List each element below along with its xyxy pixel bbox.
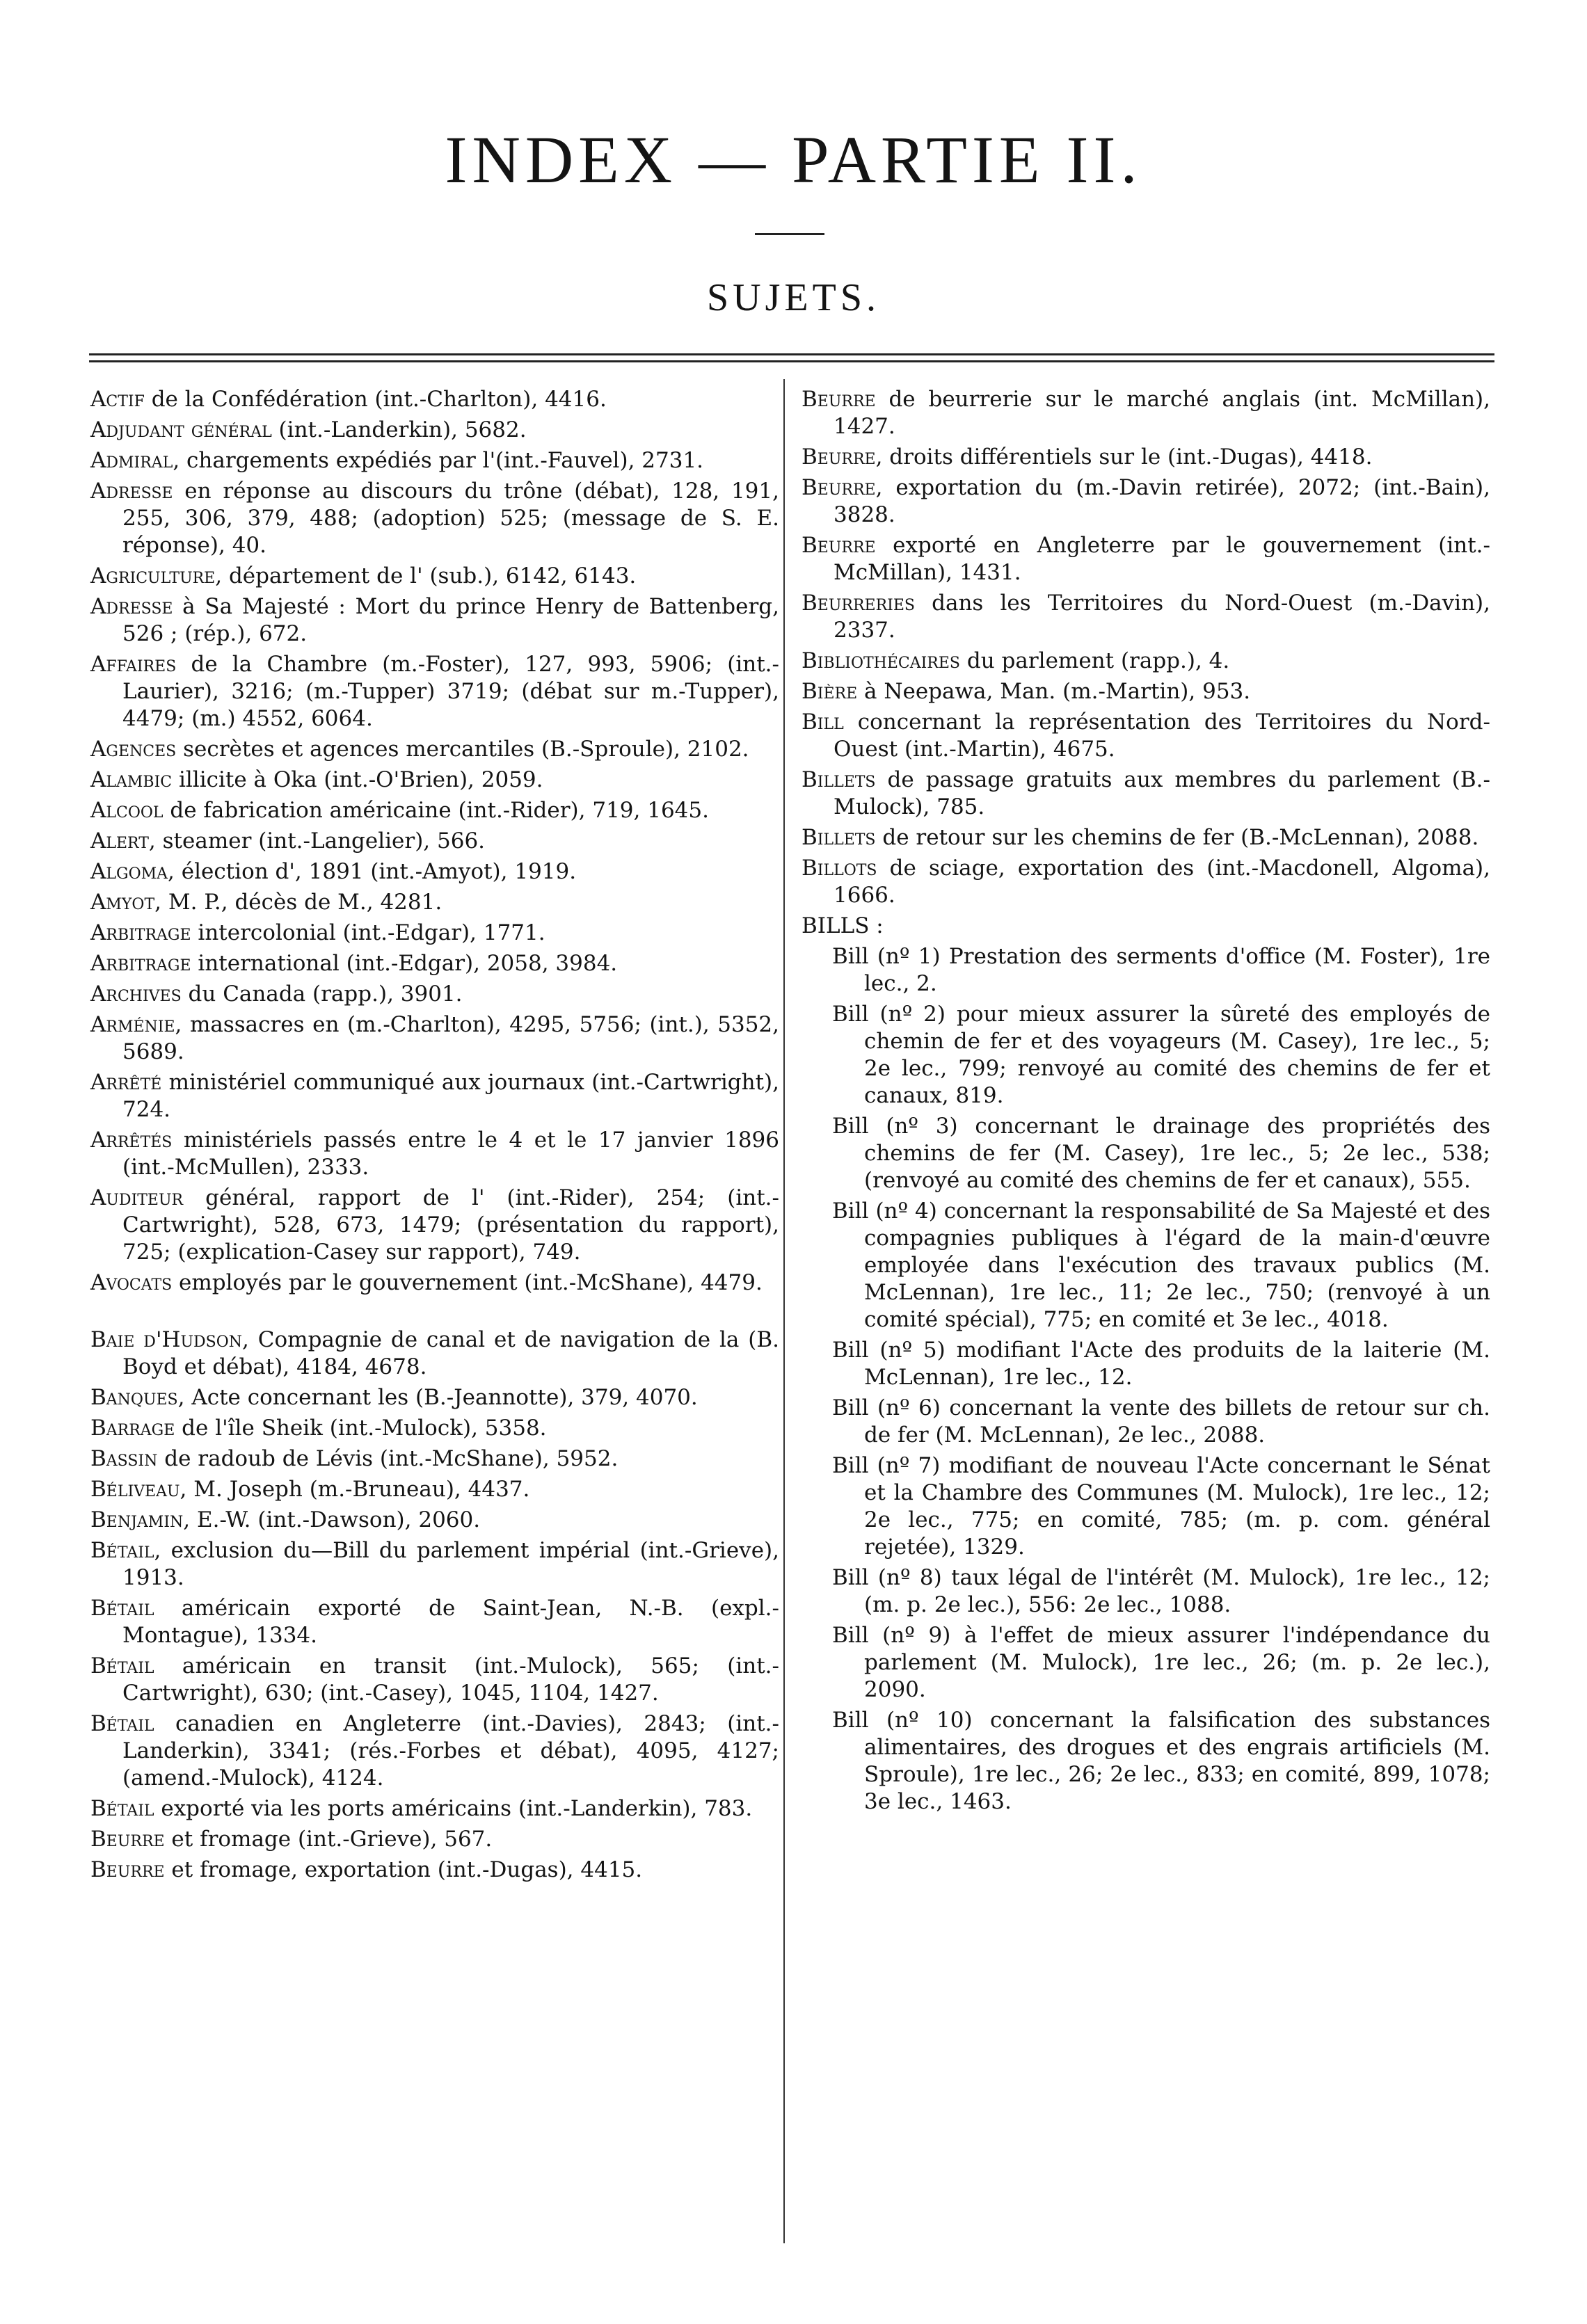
index-entry [90,1384,779,1411]
entry-keyword: Banques [90,1385,178,1410]
entry-keyword: Agriculture [90,563,216,588]
entry-text: Bill (nº 8) taux légal de l'intérêt (M. Mulock), 1re lec., 12; (m. p. 2e lec.), 556: 2e lec., 1088. [832,1565,1490,1617]
entry-keyword: Bétail [90,1653,154,1678]
entry-keyword: Bassin [90,1446,158,1471]
entry-text: de retour sur les chemins de fer (B.-McLennan), 2088. [875,825,1479,850]
index-entry [802,590,1490,644]
entry-text: Bill (nº 10) concernant la falsification des substances alimentaires, des drogues et des engrais artificiels (M. Sproule), 1re lec., 26; 2e lec., 833; en comité, 899, 1078; 3e lec., 1463. [832,1708,1490,1814]
index-entry [90,447,779,474]
entry-keyword: Adjudant général [90,417,272,442]
title-rule [755,233,824,235]
entry-text: , département de l' (sub.), 6142, 6143. [215,563,637,588]
entry-keyword: Alert [90,828,149,854]
index-sub-entry [802,1337,1490,1391]
entry-text: , Acte concernant les (B.-Jeannotte), 379, 4070. [177,1385,698,1410]
entry-text: , M. P., décès de M., 4281. [154,890,442,915]
entry-text: concernant la représentation des Territoires du Nord-Ouest (int.-Martin), 4675. [834,710,1490,762]
entry-keyword: Beurre [802,387,876,412]
entry-keyword: Adresse [90,479,173,504]
entry-text: du Canada (rapp.), 3901. [181,981,463,1007]
entry-keyword: Bétail [90,1538,154,1563]
entry-keyword: Affaires [90,652,177,677]
index-entry [90,563,779,590]
entry-text: exporté via les ports américains (int.-Landerkin), 783. [154,1796,753,1821]
index-entry [90,797,779,824]
index-sub-entry [802,1622,1490,1704]
entry-keyword: Algoma [90,859,168,884]
entry-text: , M. Joseph (m.-Bruneau), 4437. [180,1477,530,1502]
index-column-left [90,386,779,1887]
entry-keyword: Arbitrage [90,920,191,945]
entry-text: , E.-W. (int.-Dawson), 2060. [183,1507,481,1532]
entry-keyword: Barrage [90,1416,175,1441]
index-entry [90,1710,779,1792]
index-sub-entry [802,1198,1490,1333]
entry-text: à Sa Majesté : Mort du prince Henry de Battenberg, 526 ; (rép.), 672. [122,594,779,646]
index-entry [90,981,779,1008]
entry-text: (int.-Landerkin), 5682. [271,417,527,442]
index-sub-entry [802,1001,1490,1109]
index-entry [802,474,1490,529]
index-entry [90,1857,779,1884]
index-entry [90,1507,779,1534]
index-entry [90,736,779,763]
entry-text: dans les Territoires du Nord-Ouest (m.-Davin), 2337. [834,591,1490,643]
index-entry [802,532,1490,586]
entry-keyword: Agences [90,737,177,762]
entry-keyword: Bétail [90,1596,154,1621]
entry-text: intercolonial (int.-Edgar), 1771. [191,920,545,945]
index-entry [90,1653,779,1707]
entry-keyword: Alcool [90,798,164,823]
entry-text: Bill (nº 2) pour mieux assurer la sûreté des employés de chemin de fer et des voyageurs (M. Casey), 1re lec., 5; 2e lec., 799; renvoyé au comité des chemins de fer et canaux, 819. [832,1002,1490,1108]
index-column-right [802,386,1490,1819]
index-entry [90,920,779,947]
entry-keyword: Actif [90,387,145,412]
index-entry [90,651,779,732]
entry-text: exporté en Angleterre par le gouvernement (int.-McMillan), 1431. [834,533,1490,585]
entry-keyword: Amyot [90,890,155,915]
entry-keyword: Beurre [802,475,876,500]
index-entry [90,417,779,444]
index-entry [802,648,1490,675]
index-entry [90,1826,779,1853]
double-rule-top [89,353,1494,355]
page-title: INDEX — PARTIE II. [445,122,1142,197]
entry-text: , élection d', 1891 (int.-Amyot), 1919. [168,859,577,884]
entry-text: de fabrication américaine (int.-Rider), 719, 1645. [163,798,709,823]
entry-text: illicite à Oka (int.-O'Brien), 2059. [172,767,543,792]
entry-keyword: Bière [802,679,858,704]
index-sub-entry [802,943,1490,997]
entry-keyword: Arménie [90,1012,175,1037]
entry-keyword: Beurre [90,1827,165,1852]
entry-text: Bill (nº 1) Prestation des serments d'office (M. Foster), 1re lec., 2. [832,944,1490,996]
entry-text: en réponse au discours du trône (débat), 128, 191, 255, 306, 379, 488; (adoption) 525; (message de S. E. réponse), 40. [122,479,779,558]
index-entry [802,678,1490,705]
index-entry [802,767,1490,821]
entry-text: Bill (nº 6) concernant la vente des billets de retour sur ch. de fer (M. McLennan), 2e lec., 2088. [832,1395,1490,1448]
entry-text: employés par le gouvernement (int.-McShane), 4479. [172,1270,763,1295]
index-entry [90,1127,779,1181]
entry-text: du parlement (rapp.), 4. [960,648,1230,673]
entry-text: BILLS : [802,913,884,938]
index-sub-entry [802,1395,1490,1449]
entry-text: de sciage, exportation des (int.-Macdonell, Algoma), 1666. [834,856,1490,908]
index-sub-entry [802,1564,1490,1619]
entry-text: et fromage, exportation (int.-Dugas), 4415. [164,1857,643,1882]
entry-text: , droits différentiels sur le (int.-Dugas), 4418. [875,444,1373,470]
index-entry [90,1595,779,1649]
index-sub-entry [802,1452,1490,1561]
entry-keyword: Billets [802,825,876,850]
entry-keyword: Baie d'Hudson [90,1327,243,1352]
section-heading: SUJETS. [707,276,880,319]
entry-text: , exportation du (m.-Davin retirée), 2072; (int.-Bain), 3828. [834,475,1490,527]
index-entry [802,444,1490,471]
entry-text: à Neepawa, Man. (m.-Martin), 953. [857,679,1251,704]
entry-keyword: Arrêté [90,1070,162,1095]
entry-text: Bill (nº 5) modifiant l'Acte des produits de la laiterie (M. McLennan), 1re lec., 12. [832,1338,1490,1390]
entry-text: , Compagnie de canal et de navigation de la (B. Boyd et débat), 4184, 4678. [122,1327,779,1379]
entry-text: général, rapport de l' (int.-Rider), 254; (int.-Cartwright), 528, 673, 1479; (présentation du rapport), 725; (explication-Casey sur rapport), 749. [122,1185,779,1265]
entry-text: américain exporté de Saint-Jean, N.-B. (expl.-Montague), 1334. [122,1596,779,1648]
index-entry [90,1795,779,1822]
entry-text: , exclusion du—Bill du parlement impérial (int.-Grieve), 1913. [122,1538,779,1590]
entry-text: américain en transit (int.-Mulock), 565; (int.-Cartwright), 630; (int.-Casey), 1045, 1104, 1427. [122,1653,779,1706]
index-sub-entry [802,1707,1490,1816]
index-entry [90,858,779,885]
entry-keyword: Beurre [802,444,876,470]
index-subheading [802,913,1490,940]
index-entry [802,709,1490,763]
index-entry [802,824,1490,851]
entry-keyword: Bibliothécaires [802,648,960,673]
entry-keyword: Archives [90,981,182,1007]
entry-text: Bill (nº 9) à l'effet de mieux assurer l'indépendance du parlement (M. Mulock), 1re lec., 26; (m. p. 2e lec.), 2090. [832,1623,1490,1702]
section-gap [90,1300,779,1327]
entry-text: de la Chambre (m.-Foster), 127, 993, 5906; (int.-Laurier), 3216; (m.-Tupper) 3719; (débat sur m.-Tupper), 4479; (m.) 4552, 6064. [122,652,779,731]
entry-keyword: Admiral [90,448,173,473]
entry-keyword: Bétail [90,1796,154,1821]
index-entry [90,593,779,648]
double-rule-bottom [89,360,1494,362]
entry-keyword: Arrêtés [90,1128,173,1153]
entry-keyword: Billets [802,767,876,792]
entry-text: de beurrerie sur le marché anglais (int. McMillan), 1427. [834,387,1490,439]
entry-text: , massacres en (m.-Charlton), 4295, 5756; (int.), 5352, 5689. [122,1012,779,1064]
entry-text: ministériel communiqué aux journaux (int.-Cartwright), 724. [122,1070,779,1122]
index-entry [90,1069,779,1123]
index-entry [90,950,779,977]
index-entry [90,1476,779,1503]
entry-text: , chargements expédiés par l'(int.-Fauvel), 2731. [173,448,704,473]
entry-keyword: Béliveau [90,1477,180,1502]
entry-keyword: Alambic [90,767,173,792]
column-divider [783,379,785,2243]
index-entry [90,1415,779,1442]
index-entry [90,1537,779,1592]
index-entry [90,386,779,413]
entry-keyword: Billots [802,856,877,881]
index-entry [802,386,1490,440]
entry-text: et fromage (int.-Grieve), 567. [164,1827,493,1852]
index-entry [90,828,779,855]
entry-text: Bill (nº 3) concernant le drainage des propriétés des chemins de fer (M. Casey), 1re lec., 5; 2e lec., 538; (renvoyé au comité des chemins de fer et canaux), 555. [832,1114,1490,1193]
index-entry [90,767,779,794]
entry-text: , steamer (int.-Langelier), 566. [148,828,486,854]
index-entry [90,889,779,916]
entry-text: secrètes et agences mercantiles (B.-Sproule), 2102. [176,737,749,762]
index-entry [802,855,1490,909]
entry-keyword: Beurre [90,1857,165,1882]
entry-text: de la Confédération (int.-Charlton), 4416. [144,387,607,412]
entry-keyword: Avocats [90,1270,173,1295]
entry-keyword: Adresse [90,594,173,619]
index-sub-entry [802,1113,1490,1194]
entry-keyword: Beurreries [802,591,915,616]
index-entry [90,1269,779,1297]
index-entry [90,1185,779,1266]
entry-text: ministériels passés entre le 4 et le 17 janvier 1896 (int.-McMullen), 2333. [122,1128,779,1180]
index-entry [90,478,779,559]
entry-text: international (int.-Edgar), 2058, 3984. [191,951,618,976]
entry-text: Bill (nº 7) modifiant de nouveau l'Acte concernant le Sénat et la Chambre des Communes (M. Mulock), 1re lec., 12; 2e lec., 775; en comité, 785; (m. p. com. général rejetée), 1329. [832,1453,1490,1560]
index-entry [90,1445,779,1473]
entry-keyword: Beurre [802,533,876,558]
index-entry [90,1011,779,1066]
entry-keyword: Bétail [90,1711,154,1736]
entry-text: de passage gratuits aux membres du parlement (B.-Mulock), 785. [834,767,1490,819]
entry-keyword: Auditeur [90,1185,184,1210]
index-entry [90,1327,779,1381]
entry-keyword: Benjamin [90,1507,184,1532]
entry-text: canadien en Angleterre (int.-Davies), 2843; (int.-Landerkin), 3341; (rés.-Forbes et débat), 4095, 4127; (amend.-Mulock), 4124. [122,1711,779,1790]
entry-text: de l'île Sheik (int.-Mulock), 5358. [175,1416,547,1441]
entry-text: Bill (nº 4) concernant la responsabilité de Sa Majesté et des compagnies publiques à l'égard de la main-d'œuvre employée dans l'exécution des travaux publics (M. McLennan), 1re lec., 11; 2e lec., 750; (renvoyé à un comité spécial), 775; en comité et 3e lec., 4018. [832,1199,1490,1332]
entry-keyword: Bill [802,710,844,735]
entry-text: de radoub de Lévis (int.-McShane), 5952. [157,1446,619,1471]
entry-keyword: Arbitrage [90,951,191,976]
